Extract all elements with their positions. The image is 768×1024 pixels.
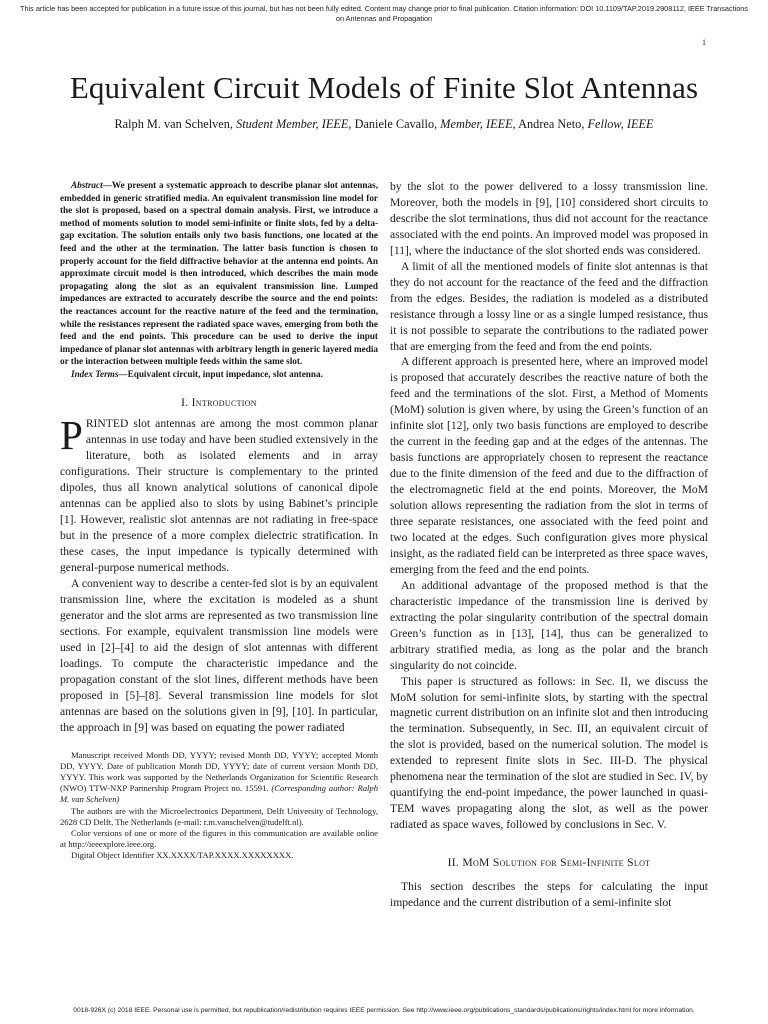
footnotes [60, 750, 378, 862]
left-column [60, 179, 378, 862]
footnote-affiliation: The authors are with the Microelectronics Department, Delft University of Technology, 2628 CD Delft, The Netherlands (e-mail: r.m.vanschelven@tudelft.nl). [60, 805, 378, 827]
right-column [390, 179, 708, 911]
section-heading-introduction: I. Introduction [181, 395, 257, 409]
section-heading-mom: II. MoM Solution for Semi-Infinite Slot [447, 856, 651, 870]
paper-title: Equivalent Circuit Models of Finite Slot Antennas [69, 70, 699, 105]
page-number: 1 [702, 38, 706, 47]
author-name: Andrea Neto, [518, 117, 585, 131]
abstract-text: We present a systematic approach to describe planar slot antennas, embedded in generic stratified media. An equivalent transmission line model for the slot is proposed, based on a spectral domain analysis. First, we introduce a method of moments solution to model semi-infinite or finite slots, fed by a delta-gap excitation. The solution entails only two basis functions, one located at the feed and the other at the termination. The latter basis function is chosen to properly account for the field diffractive behavior at the antenna end points. An approximate circuit model is then introduced, which describes the main mode propagating along the slot as an equivalent transmission line. Lumped impedances are extracted to accurately describe the source and the end points: the reactances account for the reactive nature of the feed and the termination, while the resistances represent the radiated space waves, emerging from both the feed and the end points. This procedure can be used to derive the input impedance of planar slot antennas with arbitrary length in generic layered media or the interaction between multiple feeds within the same slot. [60, 180, 378, 367]
body-paragraph: A limit of all the mentioned models of finite slot antennas is that they do not account for the reactance of the feed and the diffraction from the edges. Besides, the radiation is modeled as a distributed resistance through a lossy line or as a single lumped resistance, thus it is not possible to separate the contributions to the radiated power that are emerging from the feed and from the end points. [390, 259, 708, 353]
copyright-footer: 0018-926X (c) 2018 IEEE. Personal use is permitted, but republication/redistribution requires IEEE permission. See http://www.ieee.org/publications_standards/publications/rights/index.html for more information. [73, 1007, 695, 1014]
body-paragraph: A different approach is presented here, where an improved model is proposed that accurately describes the reactive nature of both the feed and the terminations of the slot. First, a Method of Moments (MoM) solution is given where, by using the Green’s function of an infinite slot [12], only two basis functions are employed to describe the current in the feeding gap and at the edges of the antennas. The basis functions are appropriately chosen to represent the reactance due to the finite dimension of the feed and due to the diffraction of the electromagnetic field at the end points. Moreover, the MoM solution allows representing the radiation from the slot in terms of three separate resistances, one associated with the feed point and two located at the edges. Such configuration gives more physical insight, as the radiated field can be interpreted as three space waves, emerging from the feed and the end points. [390, 355, 708, 576]
footnote-doi: Digital Object Identifier XX.XXXX/TAP.XXXX.XXXXXXXX. [71, 850, 294, 861]
author-affiliation: Student Member, IEEE, [236, 117, 352, 131]
index-terms [60, 368, 378, 381]
body-paragraph: by the slot to the power delivered to a lossy transmission line. Moreover, both the models in [9], [10] considered short circuits to describe the slot terminations, thus did not account for the reactance associated with the end points. An improved model was proposed in [11], where the inductance of the slot shorted ends was considered. [390, 180, 708, 257]
body-paragraph: An additional advantage of the proposed method is that the characteristic impedance of the transmission line is derived by extracting the polar singularity contribution of the spectral domain Green’s function as in [13], [14], thus can be generalized to arbitrary stratified media, as long as the polar and the branch singularity do not coincide. [390, 578, 708, 672]
body-paragraph: This paper is structured as follows: in Sec. II, we discuss the MoM solution for semi-infinite slots, by starting with the spectral magnetic current distribution on an infinite slot and then introducing the termination. Subsequently, in Sec. III, an equivalent circuit of the slot is provided, based on the numerical solution. The model is extended to represent finite slots in Sec. III-D. The physical phenomena near the termination of the slot are studied in Sec. IV, by quantifying the end-point impedance, the power launched in quasi-TEM waves propagating along the slot, as well as the power radiated as space waves, followed by conclusions in Sec. V. [390, 674, 708, 832]
intro-paragraph-text: RINTED slot antennas are among the most common planar antennas in use today and have been studied extensively in the literature, both as isolated elements and in array configurations. Their structure is complementary to the printed dipoles, thus all known analytical solutions of canonical dipole antennas can be applied also to slots by using Babinet’s principle [1]. However, realistic slot antennas are not radiating in free-space but in the presence of a more complex dielectric stratification. In these cases, the input impedance is typically determined with general-purpose numerical methods. [60, 417, 378, 575]
author-affiliation: Fellow, IEEE [587, 117, 654, 131]
author-line [0, 116, 768, 132]
footnote-color: Color versions of one or more of the figures in this communication are available online at http://ieeexplore.ieee.org. [60, 827, 378, 850]
index-terms-text: Equivalent circuit, input impedance, slot antenna. [127, 368, 323, 379]
author-name: Ralph M. van Schelven, [114, 117, 233, 131]
intro-paragraph: A convenient way to describe a center-fed slot is by an equivalent transmission line, where the excitation is modeled as a shunt generator and the slot arms are represented as two transmission line sections. For example, equivalent transmission line models were used in [2]–[4] to aid the design of slot antennas with different loadings. To compute the characteristic impedance and the propagation constant of the slot lines, different methods have been proposed in [5]–[8]. Several transmission line models for slot antennas are based on the solutions given in [9], [10]. In particular, the approach in [9] was based on equating the power radiated [60, 576, 378, 734]
journal-header-notice: This article has been accepted for publication in a future issue of this journal, but has not been fully edited. Content may change prior to final publication. Citation information: DOI 10.1109/TAP.2019.2908112, IEEE Transactions on Antennas and Propagation [20, 4, 748, 23]
abstract-lead: Abstract— [71, 180, 112, 190]
intro-paragraph [60, 412, 378, 576]
index-terms-lead: Index Terms— [71, 368, 128, 379]
abstract [60, 179, 378, 368]
body-paragraph: This section describes the steps for calculating the input impedance and the current distribution of a semi-infinite slot [390, 880, 708, 909]
author-affiliation: Member, IEEE, [440, 117, 516, 131]
drop-cap: P [60, 412, 83, 459]
footnote-manuscript: Manuscript received Month DD, YYYY; revised Month DD, YYYY; accepted Month DD, YYYY. Date of publication Month DD, YYYY; date of current version Month DD, YYYY. This work was supported by the Netherlands Organization for Scientific Research (NWO) TTW-NXP Partnership Program Project no. 15591. (Corresponding author: Ralph M. van Schelven) [60, 749, 378, 805]
corresponding-author: (Corresponding author: Ralph M. van Schelven) [60, 783, 378, 805]
author-name: Daniele Cavallo, [354, 117, 438, 131]
